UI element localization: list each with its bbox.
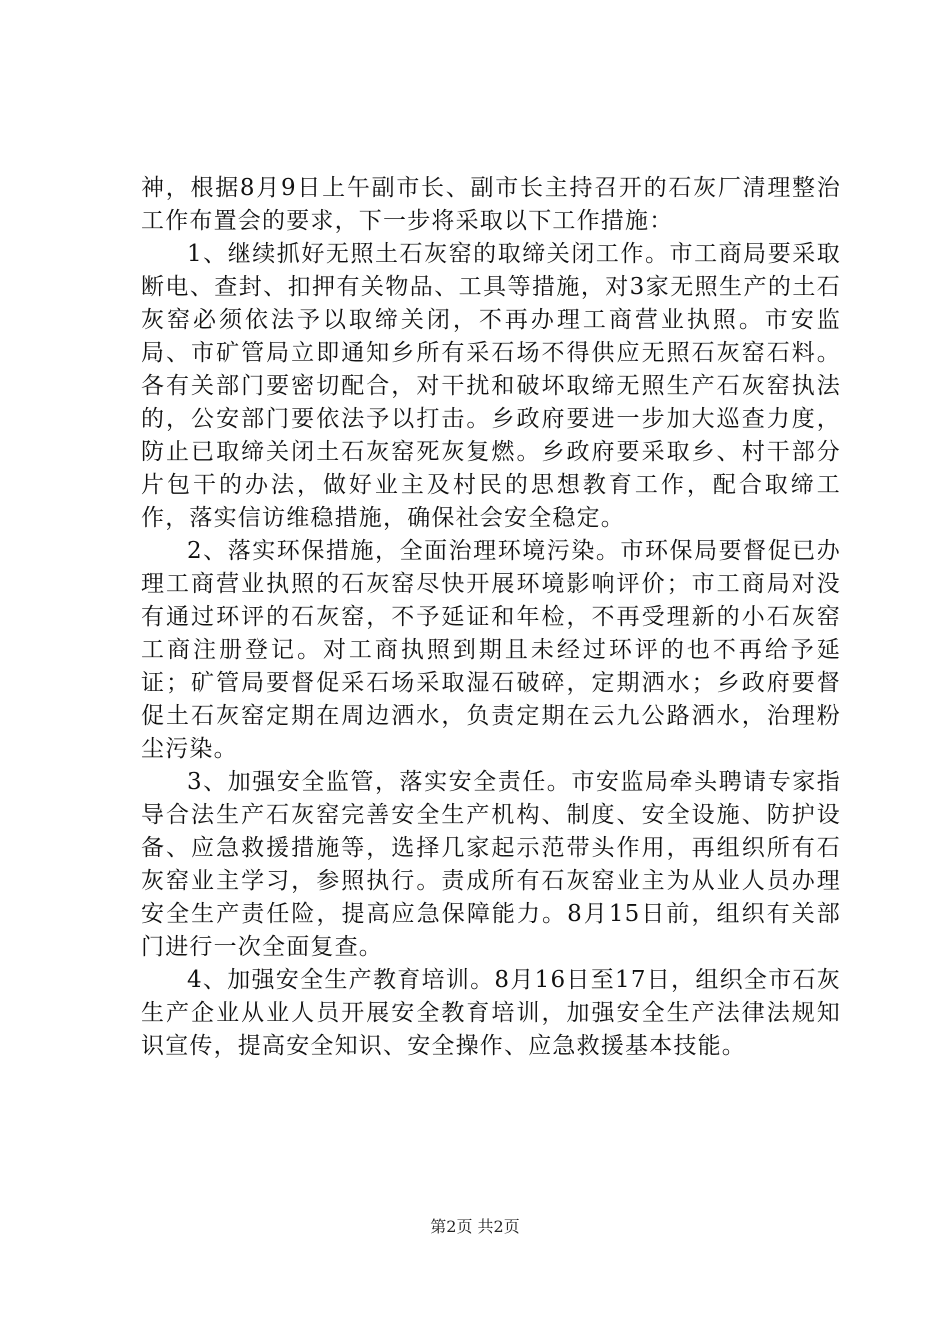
paragraph-item-4: 4、加强安全生产教育培训。8月16日至17日，组织全市石灰生产企业从业人员开展安全教育培训，加强安全生产法律法规知识宣传，提高安全知识、安全操作、应急救援基本技能。 (141, 967, 841, 1059)
document-body (141, 172, 841, 1063)
paragraph-item-2: 2、落实环保措施，全面治理环境污染。市环保局要督促已办理工商营业执照的石灰窑尽快开展环境影响评价；市工商局对没有通过环评的石灰窑，不予延证和年检，不再受理新的小石灰窑工商注册登记。对工商执照到期且未经过环评的也不再给予延证；矿管局要督促采石场采取湿石破碎，定期洒水；乡政府要督促土石灰窑定期在周边洒水，负责定期在云九公路洒水，治理粉尘污染。 (141, 538, 841, 762)
paragraph-item-3: 3、加强安全监管，落实安全责任。市安监局牵头聘请专家指导合法生产石灰窑完善安全生产机构、制度、安全设施、防护设备、应急救援措施等，选择几家起示范带头作用，再组织所有石灰窑业主学习，参照执行。责成所有石灰窑业主为从业人员办理安全生产责任险，提高应急保障能力。8月15日前，组织有关部门进行一次全面复查。 (141, 769, 841, 960)
paragraph-item-1: 1、继续抓好无照土石灰窑的取缔关闭工作。市工商局要采取断电、查封、扣押有关物品、工具等措施，对3家无照生产的土石灰窑必须依法予以取缔关闭，不再办理工商营业执照。市安监局、市矿管局立即通知乡所有采石场不得供应无照石灰窑石料。各有关部门要密切配合，对干扰和破坏取缔无照生产石灰窑执法的，公安部门要依法予以打击。乡政府要进一步加大巡查力度，防止已取缔关闭土石灰窑死灰复燃。乡政府要采取乡、村干部分片包干的办法，做好业主及村民的思想教育工作，配合取缔工作，落实信访维稳措施，确保社会安全稳定。 (141, 241, 841, 531)
paragraph-intro: 神，根据8月9日上午副市长、副市长主持召开的石灰厂清理整治工作布置会的要求，下一步将采取以下工作措施： (141, 175, 841, 234)
page-number-footer: 第2页 共2页 (430, 1217, 520, 1236)
